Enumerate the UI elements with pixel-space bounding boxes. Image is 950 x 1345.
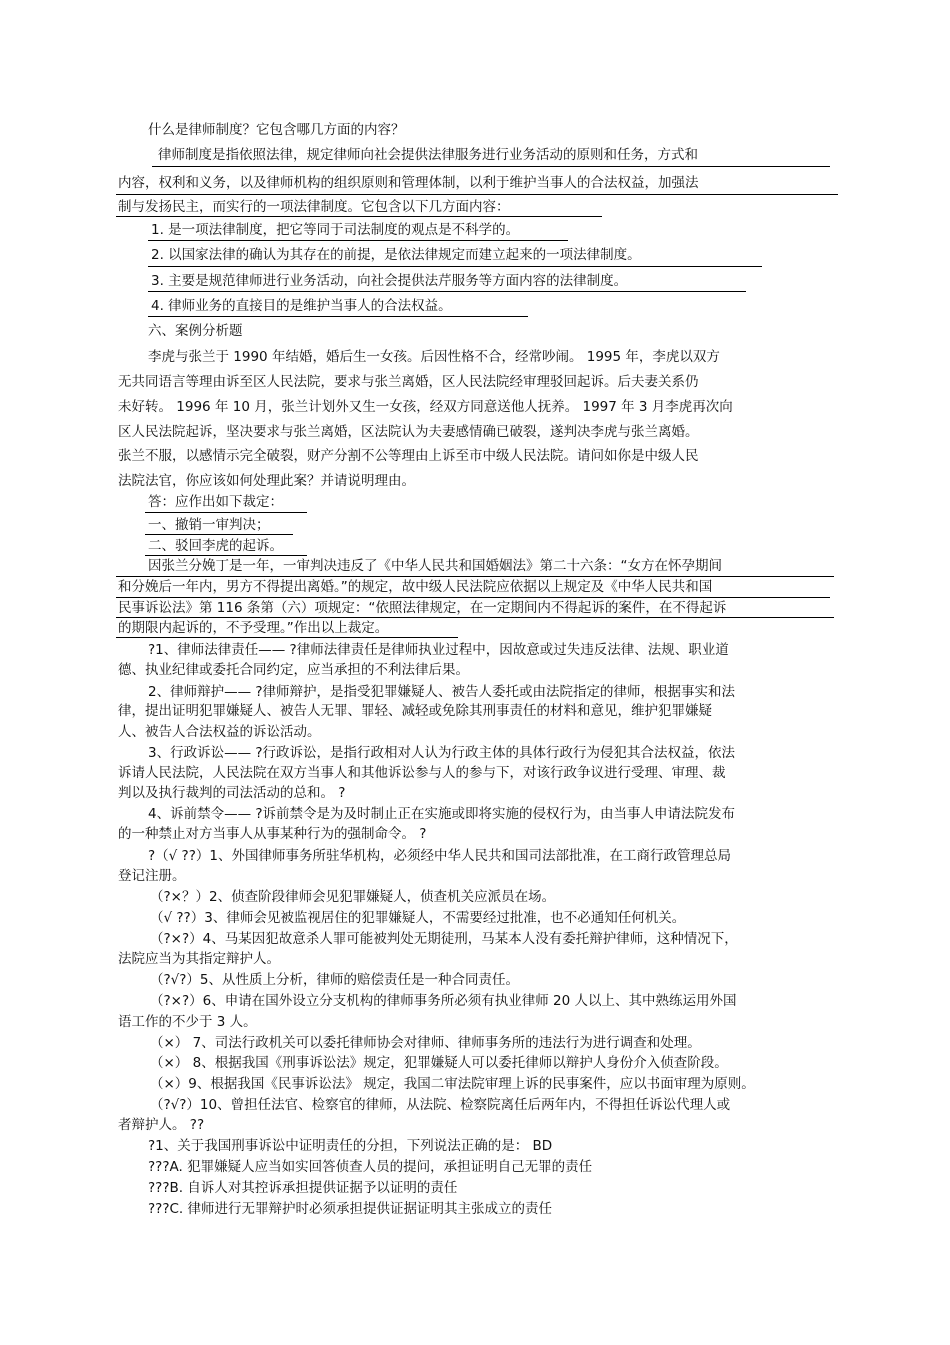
case-text: 区人民法院起诉，坚决要求与张兰离婚，区法院认为夫妻感情确已破裂，遂判决李虎与张兰离婚。	[118, 424, 699, 440]
true-false-item: ?（√ ??）1、外国律师事务所驻华机构，必须经中华人民共和国司法部批准，在工商行政管理总局	[148, 848, 731, 864]
list-item: 2. 以国家法律的确认为其存在的前提，是依法律规定而建立起来的一项法律制度。	[151, 247, 641, 263]
term-definition: 3、行政诉讼—— ?行政诉讼，是指行政相对人认为行政主体的具体行政行为侵犯其合法权益，依法	[148, 745, 736, 761]
choice-question: ?1、关于我国刑事诉讼中证明责任的分担，下列说法正确的是： BD	[148, 1138, 553, 1154]
true-false-item: 者辩护人。 ??	[118, 1117, 205, 1133]
underline	[145, 534, 293, 535]
underline	[145, 512, 307, 513]
true-false-item: （?×?）6、申请在国外设立分支机构的律师事务所必须有执业律师 20 人以上、其中熟练运用外国	[150, 993, 737, 1009]
answer-line: 因张兰分娩丁是一年，一审判决违反了《中华人民共和国婚姻法》第二十六条：“女方在怀孕期间	[148, 558, 722, 574]
term-definition: 判以及执行裁判的司法活动的总和。 ?	[118, 785, 346, 801]
true-false-item: （?×?）4、马某因犯故意杀人罪可能被判处无期徒刑，马某本人没有委托辩护律师，这种情况下，	[150, 931, 738, 947]
underline	[148, 291, 746, 292]
answer-line: 内容，权利和义务，以及律师机构的组织原则和管理体制，以利于维护当事人的合法权益，加强法	[118, 175, 699, 191]
underline	[116, 617, 834, 618]
underline	[116, 597, 830, 598]
true-false-item: （?√?）5、从性质上分析，律师的赔偿责任是一种合同责任。	[150, 972, 520, 988]
term-definition: 人、被告人合法权益的诉讼活动。	[118, 724, 321, 740]
term-definition: 的一种禁止对方当事人从事某种行为的强制命令。 ?	[118, 826, 427, 842]
underline	[116, 194, 838, 195]
answer-line: 二、驳回李虎的起诉。	[148, 538, 283, 554]
true-false-item: （×）9、根据我国《民事诉讼法》 规定，我国二审法院审理上诉的民事案件，应以书面审理为原则。	[150, 1076, 755, 1092]
term-definition: 德、执业纪律或委托合同约定，应当承担的不利法律后果。	[118, 662, 469, 678]
choice-option: ???C. 律师进行无罪辩护时必须承担提供证据证明其主张成立的责任	[148, 1201, 553, 1217]
case-text: 李虎与张兰于 1990 年结婚，婚后生一女孩。后因性格不合，经常吵闹。 1995 年，李虎以双方	[148, 349, 720, 365]
case-text: 法院法官，你应该如何处理此案？并请说明理由。	[118, 473, 415, 489]
case-text: 未好转。 1996 年 10 月，张兰计划外又生一女孩，经双方同意送他人抚养。 1997 年 3 月李虎再次向	[118, 399, 733, 415]
term-definition: 诉请人民法院，人民法院在双方当事人和其他诉讼参与人的参与下，对该行政争议进行受理、审理、裁	[118, 765, 726, 781]
true-false-item: （×） 8、根据我国《刑事诉讼法》规定，犯罪嫌疑人可以委托律师以辩护人身份介入侦查阶段。	[150, 1055, 728, 1071]
true-false-item: （?×？）2、侦查阶段律师会见犯罪嫌疑人，侦查机关应派员在场。	[150, 889, 556, 905]
answer-line: 和分娩后一年内，男方不得提出离婚。”的规定，故中级人民法院应依据以上规定及《中华人民共和国	[118, 579, 713, 595]
term-definition: 2、律师辩护—— ?律师辩护，是指受犯罪嫌疑人、被告人委托或由法院指定的律师，根据事实和法	[148, 684, 736, 700]
true-false-item: 登记注册。	[118, 868, 186, 884]
list-item: 4. 律师业务的直接目的是维护当事人的合法权益。	[151, 298, 452, 314]
answer-line: 律师制度是指依照法律，规定律师向社会提供法律服务进行业务活动的原则和任务，方式和	[158, 147, 698, 163]
answer-line: 民事诉讼法》第 116 条第（六）项规定：“依照法律规定，在一定期间内不得起诉的案件，在不得起诉	[118, 600, 727, 616]
case-text: 无共同语言等理由诉至区人民法院，要求与张兰离婚，区人民法院经审理驳回起诉。后夫妻关系仍	[118, 374, 699, 390]
term-definition: ?1、律师法律责任—— ?律师法律责任是律师执业过程中，因故意或过失违反法律、法规、职业道	[148, 642, 729, 658]
true-false-item: （?√?）10、曾担任法官、检察官的律师，从法院、检察院离任后两年内，不得担任诉讼代理人或	[150, 1097, 731, 1113]
choice-option: ???A. 犯罪嫌疑人应当如实回答侦查人员的提问，承担证明自己无罪的责任	[148, 1159, 593, 1175]
underline	[116, 637, 458, 638]
question-heading: 什么是律师制度？它包含哪几方面的内容？	[148, 122, 405, 138]
answer-line: 的期限内起诉的，不予受理。”作出以上裁定。	[118, 620, 389, 636]
underline	[148, 240, 568, 241]
answer-line: 制与发扬民主，而实行的一项法律制度。它包含以下几方面内容：	[118, 199, 510, 215]
term-definition: 律，提出证明犯罪嫌疑人、被告人无罪、罪轻、减轻或免除其刑事责任的材料和意见，维护犯罪嫌疑	[118, 703, 712, 719]
true-false-item: 语工作的不少于 3 人。	[118, 1014, 257, 1030]
list-item: 3. 主要是规范律师进行业务活动，向社会提供法芹服务等方面内容的法律制度。	[151, 273, 628, 289]
true-false-item: （×） 7、司法行政机关可以委托律师协会对律师、律师事务所的违法行为进行调查和处理。	[150, 1035, 701, 1051]
underline	[148, 316, 528, 317]
term-definition: 4、诉前禁令—— ?诉前禁令是为及时制止正在实施或即将实施的侵权行为，由当事人申请法院发布	[148, 806, 736, 822]
underline	[145, 555, 307, 556]
underline	[152, 166, 830, 167]
list-item: 1. 是一项法律制度，把它等同于司法制度的观点是不科学的。	[151, 222, 520, 238]
choice-option: ???B. 自诉人对其控诉承担提供证据予以证明的责任	[148, 1180, 458, 1196]
underline	[116, 216, 602, 217]
true-false-item: 法院应当为其指定辩护人。	[118, 951, 280, 967]
section-heading: 六、案例分析题	[148, 323, 243, 339]
true-false-item: （√ ??）3、律师会见被监视居住的犯罪嫌疑人，不需要经过批准，也不必通知任何机关。	[150, 910, 686, 926]
answer-line: 答：应作出如下裁定：	[148, 494, 283, 510]
case-text: 张兰不服，以感情示完全破裂，财产分割不公等理由上诉至市中级人民法院。请问如你是中级人民	[118, 448, 699, 464]
underline	[116, 576, 834, 577]
answer-line: 一、撤销一审判决；	[148, 517, 270, 533]
underline	[148, 266, 762, 267]
